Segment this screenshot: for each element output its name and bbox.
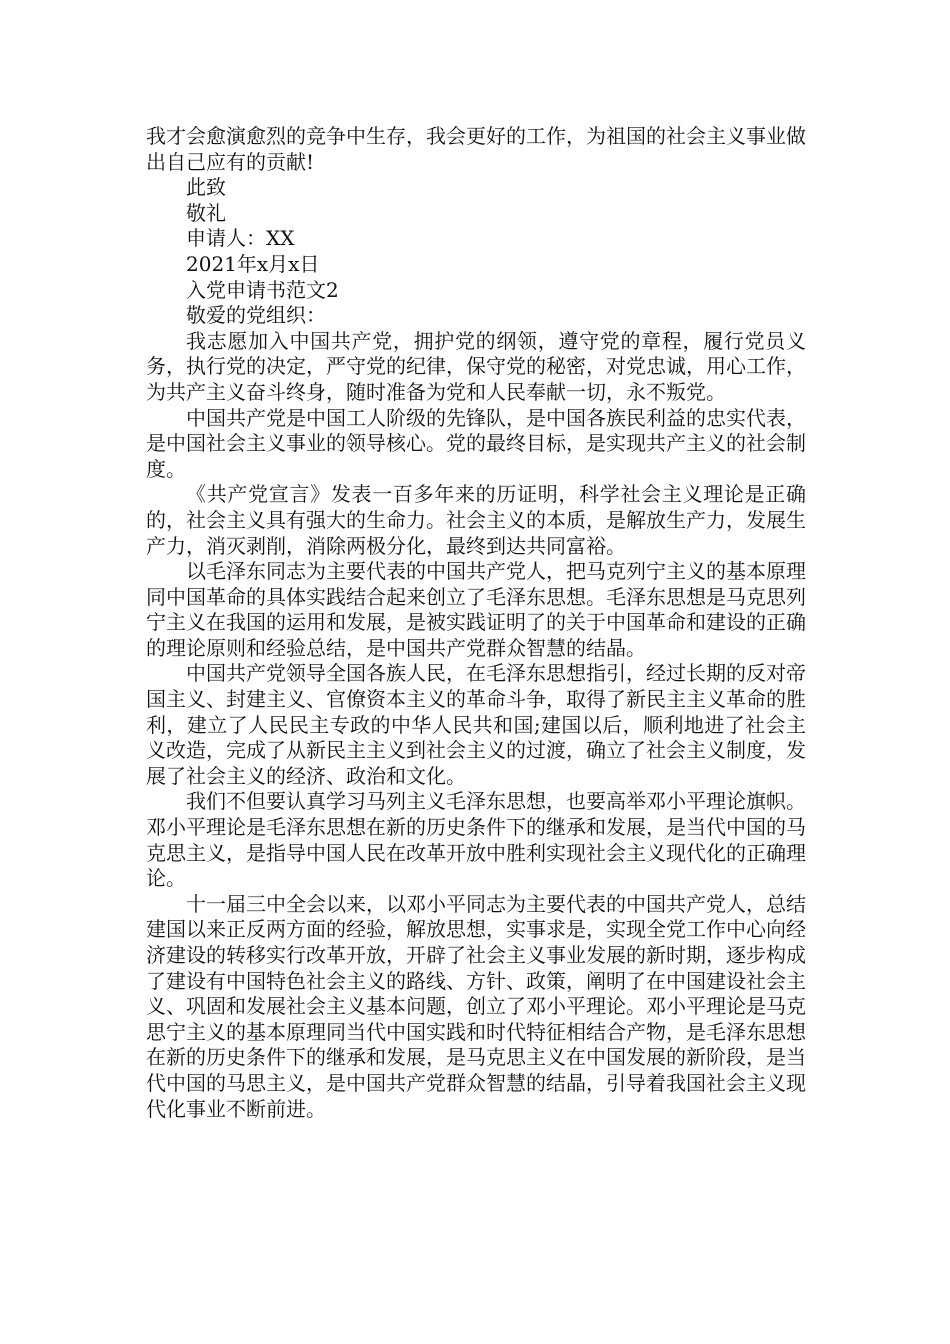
- section-title: 入党申请书范文2: [186, 277, 339, 302]
- paragraph: 中国共产党是中国工人阶级的先锋队，是中国各族民利益的忠实代表，是中国社会主义事业的领导核心。党的最终目标，是实现共产主义的社会制度。: [146, 405, 806, 481]
- paragraph-closing-text: 我才会愈演愈烈的竞争中生存，我会更好的工作，为祖国的社会主义事业做出自己应有的贡献!: [146, 124, 806, 174]
- salutation-jingli: 敬礼: [186, 200, 226, 225]
- date-line: 2021年x月x日: [186, 251, 320, 276]
- applicant-line: 申请人：XX: [186, 226, 295, 251]
- paragraph: 我们不但要认真学习马列主义毛泽东思想，也要高举邓小平理论旗帜。邓小平理论是毛泽东思想在新的历史条件下的继承和发展，是当代中国的马克思主义，是指导中国人民在改革开放中胜利实现社会主义现代化的正确理论。: [146, 789, 806, 891]
- salutation-cizhi: 此致: [186, 175, 226, 200]
- paragraph: 我志愿加入中国共产党，拥护党的纲领，遵守党的章程，履行党员义务，执行党的决定，严守党的纪律，保守党的秘密，对党忠诚，用心工作，为共产主义奋斗终身，随时准备为党和人民奉献一切，永不叛党。: [146, 328, 806, 404]
- greeting-line: 敬爱的党组织：: [186, 303, 326, 328]
- paragraph: 十一届三中全会以来，以邓小平同志为主要代表的中国共产党人，总结建国以来正反两方面的经验，解放思想，实事求是，实现全党工作中心向经济建设的转移实行改革开放，开辟了社会主义事业发展的新时期，逐步构成了建设有中国特色社会主义的路线、方针、政策，阐明了在中国建设社会主义、巩固和发展社会主义基本问题，创立了邓小平理论。邓小平理论是马克思宁主义的基本原理同当代中国实践和时代特征相结合产物，是毛泽东思想在新的历史条件下的继承和发展，是马克思主义在中国发展的新阶段，是当代中国的马思主义，是中国共产党群众智慧的结晶，引导着我国社会主义现代化事业不断前进。: [146, 891, 806, 1121]
- paragraph: 中国共产党领导全国各族人民，在毛泽东思想指引，经过长期的反对帝国主义、封建主义、官僚资本主义的革命斗争，取得了新民主主义革命的胜利，建立了人民民主专政的中华人民共和国;建国以后，顺利地进了社会主义改造，完成了从新民主主义到社会主义的过渡，确立了社会主义制度，发展了社会主义的经济、政治和文化。: [146, 661, 806, 788]
- paragraph: 以毛泽东同志为主要代表的中国共产党人，把马克列宁主义的基本原理同中国革命的具体实践结合起来创立了毛泽东思想。毛泽东思想是马克思列宁主义在我国的运用和发展，是被实践证明了的关于中国革命和建设的正确的理论原则和经验总结，是中国共产党群众智慧的结晶。: [146, 559, 806, 660]
- document-body: [146, 124, 806, 1122]
- paragraph: 《共产党宣言》发表一百多年来的历证明，科学社会主义理论是正确的，社会主义具有强大的生命力。社会主义的本质，是解放生产力，发展生产力，消灭剥削，消除两极分化，最终到达共同富裕。: [146, 482, 806, 558]
